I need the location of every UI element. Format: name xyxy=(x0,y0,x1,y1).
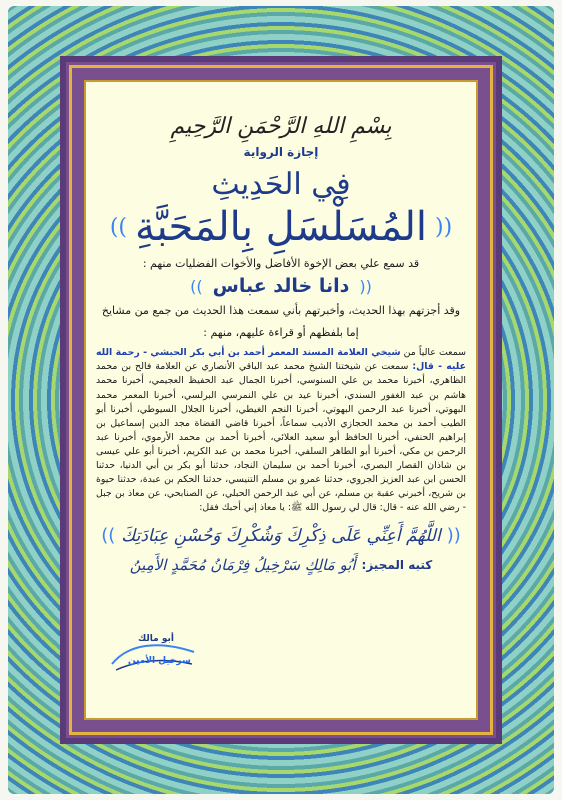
chain-of-narration xyxy=(96,346,466,515)
dua-quote-close: )) xyxy=(101,525,116,547)
bismillah: بِسْمِ اللهِ الرَّحْمَنِ الرَّحِيمِ xyxy=(170,114,392,139)
method-line: إما بلفظهم أو قراءة عليهم، منهم : xyxy=(203,325,359,339)
name-quote-close: )) xyxy=(190,276,203,296)
dua-quote-open: (( xyxy=(446,525,461,547)
quote-open: (( xyxy=(435,214,453,240)
title-top: فِي الحَدِيثِ xyxy=(211,167,351,202)
stamp-line-1: أبو مالك xyxy=(138,634,174,644)
chain-prefix: سمعت عالياً من xyxy=(403,347,466,359)
name-quote-open: (( xyxy=(359,276,372,296)
dua-row xyxy=(86,525,476,546)
intro-line: قد سمع علي بعض الإخوة الأفاضل والأخوات الفضليات منهم : xyxy=(142,257,420,270)
certificate-title: المُسَلْسَلِ بِالمَحَبَّةِ xyxy=(135,204,428,250)
recipient-row xyxy=(86,275,476,297)
title-main-row xyxy=(86,204,476,250)
certificate-content xyxy=(84,80,478,720)
signature-label: كتبه المجيز: xyxy=(361,558,433,573)
dua-text: اللَّهُمَّ أَعِنِّي عَلَى ذِكْرِكَ وَشُكْرِكَ وَحُسْنِ عِبَادَتِكَ xyxy=(121,525,441,546)
chain-highlight: شيخي العلامة المسند المعمر أحمد بن أبي بكر الحبشي - رحمة الله عليه - قال: xyxy=(96,347,466,373)
signature-stamp xyxy=(108,634,198,678)
certificate-subtitle: إجازة الرواية xyxy=(243,145,319,159)
chain-text: سمعت عن شيختنا الشيخ محمد عبد الباقي الأنصاري عن العلامة فالح بن محمد الظاهري، أخبرنا محمد بن علي السنوسي، أخبرنا الجمال عبد الحفيظ العجيمي، أخبرنا محمد هاشم بن عبد الغفور السندي، أخبرنا عيد بن علي النمرسي البرلسي، أخبرنا المعمر محمد البهوتي، أخبرنا عبد الرحمن البهوتي، أخبرنا النجم الغيطي، أخبرنا الجلال السيوطي، أخبرنا أبو الطيب أحمد بن محمد الحجازي الأديب سماعاً، أخبرنا قاضي القضاة مجد الدين إسماعيل بن إبراهيم الحنفي، أخبرنا الحافظ أبو سعيد العلائي، أخبرنا أحمد بن محمد الأرموي، أخبرنا عبد الرحمن بن مكي، أخبرنا أبو الطاهر السلفي، أخبرنا محمد بن عبد الكريم، أخبرنا أبو علي عيسى بن شاذان القصار البصري، أخبرنا أحمد بن سليمان النجاد، حدثنا أبو بكر بن أبي الدنيا، حدثنا الحسن ابن عبد العزيز الجروي، حدثنا عمرو بن مسلم التنيسي، حدثنا الحكم بن عبدة، حدثنا حيوة بن شريح، أخبرني عقبة بن مسلم، عن أبي عبد الرحمن الحبلي، عن الصنابحي، عن معاذ بن جبل - رضي الله عنه - قال: قال لي رسول الله ﷺ: يا معاذ إني أحبك فقل: xyxy=(96,361,466,514)
permission-line: وقد أجزتهم بهذا الحديث، وأخبرتهم بأني سمعت هذا الحديث من جمع من مشايخ xyxy=(101,304,461,318)
stamp-line-2: سرخيل الأمين xyxy=(128,656,191,666)
recipient-name: دانا خالد عباس xyxy=(212,275,350,298)
signature-name: أَبُو مَالِكٍ سَرْخِيلُ فِرْمَانُ مُحَمَّدٍ الأَمِينُ xyxy=(129,556,356,575)
quote-close: )) xyxy=(109,214,127,240)
signature-row xyxy=(86,556,476,574)
